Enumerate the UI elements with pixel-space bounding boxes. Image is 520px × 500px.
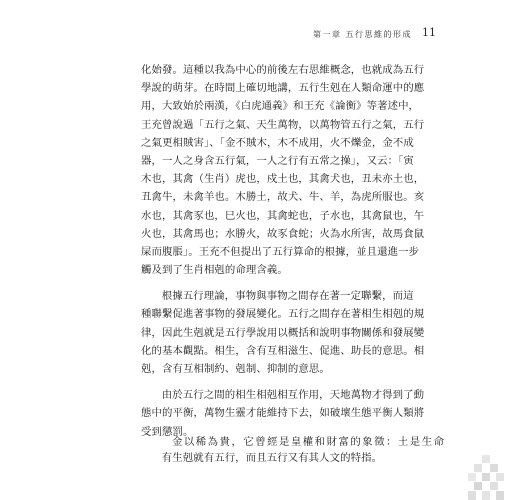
text-line: 學說的萌芽。在時間上確切地講，五行生剋在人類命運中的應 <box>141 82 425 95</box>
body-text <box>141 61 425 467</box>
text-line: 由於五行之間的相生相剋相互作用，天地萬物才得到了動 <box>161 389 425 402</box>
text-line: 用，大致始於兩漢，《白虎通義》和王充《論衡》等著述中， <box>141 100 420 113</box>
text-line: 根據五行理論，事物與事物之間存在著一定聯繫，而這 <box>161 290 414 303</box>
text-line: 種聯繫促進著事物的發展變化。五行之間存在著相生相剋的規 <box>141 308 425 321</box>
text-line: 受到懲罰。 <box>141 425 194 438</box>
text-line: 觸及到了生肖相剋的命理含義。 <box>141 264 288 277</box>
text-line: 器，一人之身含五行氣，一人之行有五常之操」，又云：「寅 <box>141 154 414 167</box>
text-line: 屎而腹脹」。王充不但提出了五行算命的根據，並且還進一步 <box>141 245 420 258</box>
text-line: 木也，其禽（生肖）虎也，戍土也，其禽犬也，丑未亦土也， <box>141 173 425 186</box>
footer-quote: 金以稀為貴，它曾經是皇權和財富的象徵：土是生命 <box>172 436 446 448</box>
text-line: 律，因此生剋就是五行學說用以概括和說明事物關係和發展變 <box>141 326 425 339</box>
paragraph <box>141 61 425 279</box>
text-line: 化的基本觀點。相生，含有互相滋生、促進、助長的意思。相 <box>141 344 425 357</box>
paragraph <box>141 449 387 467</box>
paragraph-gap <box>141 279 387 287</box>
text-line: 之氣更相賊害」、「金不賊木，木不成用，火不爍金，金不成 <box>141 136 414 149</box>
paragraph <box>141 287 425 378</box>
text-line: 火也，其禽馬也；水勝火，故豕食蛇；火為水所害，故馬食鼠 <box>141 227 425 240</box>
paragraph-gap <box>141 378 387 386</box>
text-line: 水也，其禽豕也，巳火也，其禽蛇也，子水也，其禽鼠也，午 <box>141 209 425 222</box>
corner-decoration-pattern <box>468 455 504 500</box>
text-line: 化始發。這種以我為中心的前後左右思維概念，也就成為五行 <box>141 64 425 76</box>
text-line: 丑禽牛，未禽羊也。木勝土，故犬、牛、羊，為虎所服也。亥 <box>141 191 425 204</box>
text-line: 態中的平衡，萬物生靈才能維持下去，如破壞生態平衡人類將 <box>141 407 425 420</box>
running-head: 第一章 五行思維的形成 <box>312 30 412 39</box>
text-line: 王充曾說過「五行之氣、天生萬物，以萬物管五行之氣，五行 <box>141 118 425 131</box>
page-number: 11 <box>422 26 436 39</box>
text-line: 剋，含有互相制約、剋制、抑制的意思。 <box>141 363 330 375</box>
text-line: 有生剋就有五行，而且五行又有其人文的特指。 <box>161 451 383 464</box>
